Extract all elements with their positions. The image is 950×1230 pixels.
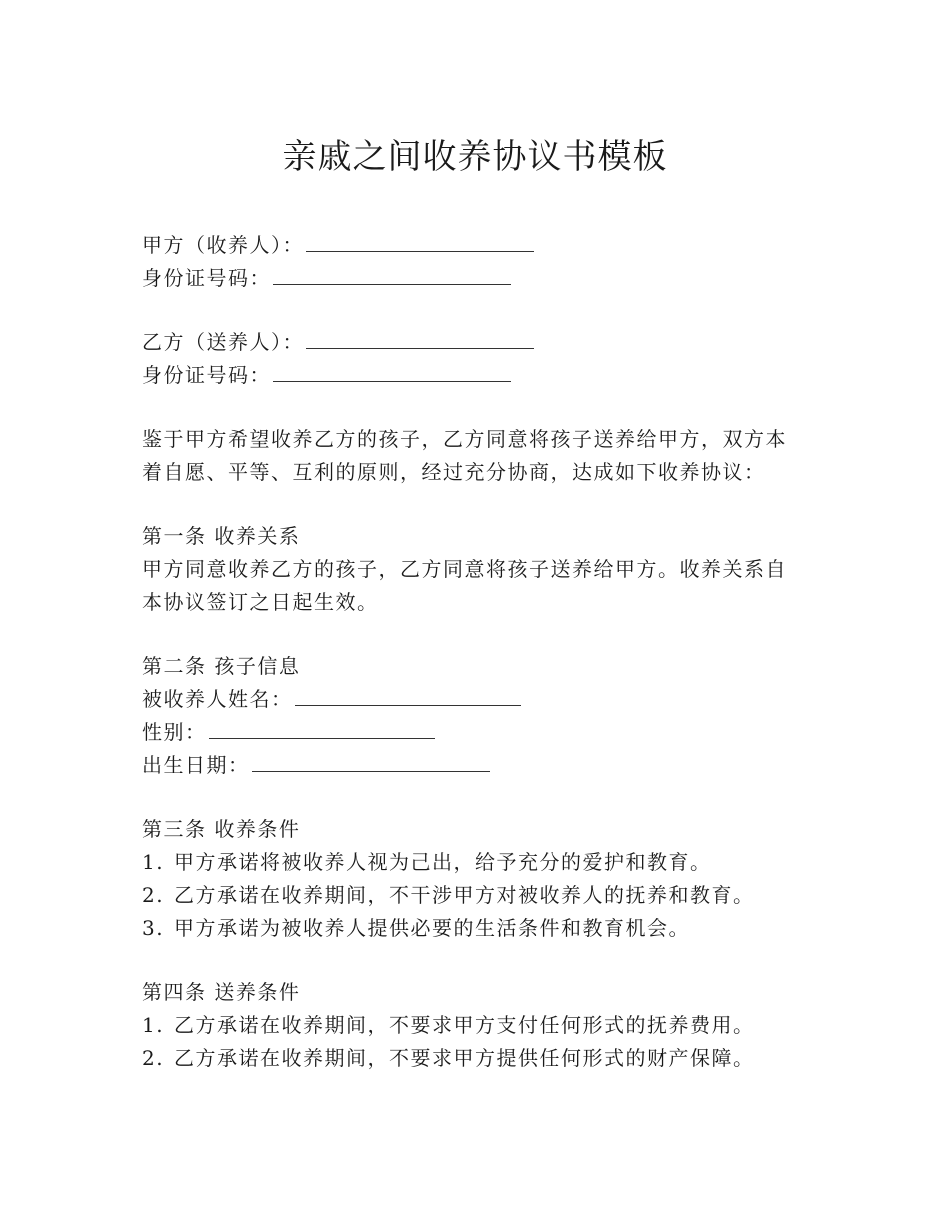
article-4-item	[142, 1042, 755, 1074]
item-number: 3.	[142, 916, 165, 940]
party-a-id-blank[interactable]	[273, 264, 511, 285]
party-a-name-blank[interactable]	[306, 231, 534, 252]
child-name-label: 被收养人姓名：	[142, 687, 293, 711]
article-3-item	[142, 846, 712, 878]
party-a-id-line	[142, 262, 511, 294]
article-1-heading: 第一条 收养关系	[142, 524, 301, 548]
item-text: 乙方承诺在收养期间，不干涉甲方对被收养人的抚养和教育。	[174, 883, 755, 907]
party-a-name-line	[142, 229, 534, 261]
party-a-name-label: 甲方（收养人）：	[142, 233, 304, 257]
item-number: 2.	[142, 1046, 165, 1070]
child-name-blank[interactable]	[295, 685, 521, 706]
birth-date-label: 出生日期：	[142, 753, 250, 777]
item-text: 乙方承诺在收养期间，不要求甲方支付任何形式的抚养费用。	[174, 1013, 755, 1037]
gender-line	[142, 716, 435, 748]
child-name-line	[142, 683, 521, 715]
party-b-id-line	[142, 359, 511, 391]
article-1-line-2: 本协议签订之日起生效。	[142, 590, 379, 614]
item-text: 乙方承诺在收养期间，不要求甲方提供任何形式的财产保障。	[174, 1046, 755, 1070]
item-text: 甲方承诺将被收养人视为己出，给予充分的爱护和教育。	[174, 850, 712, 874]
party-b-name-line	[142, 326, 534, 358]
article-3-heading: 第三条 收养条件	[142, 817, 301, 841]
preamble-line-1: 鉴于甲方希望收养乙方的孩子，乙方同意将孩子送养给甲方，双方本	[142, 427, 787, 451]
birth-date-blank[interactable]	[252, 751, 490, 772]
party-a-id-label: 身份证号码：	[142, 266, 271, 290]
article-1-line-1: 甲方同意收养乙方的孩子，乙方同意将孩子送养给甲方。收养关系自	[142, 557, 787, 581]
party-b-id-blank[interactable]	[273, 361, 511, 382]
item-number: 2.	[142, 883, 165, 907]
item-number: 1.	[142, 850, 165, 874]
party-b-name-label: 乙方（送养人）：	[142, 330, 304, 354]
article-4-item	[142, 1009, 755, 1041]
gender-label: 性别：	[142, 720, 207, 744]
party-b-id-label: 身份证号码：	[142, 363, 271, 387]
party-b-name-blank[interactable]	[306, 328, 534, 349]
item-number: 1.	[142, 1013, 165, 1037]
article-4-heading: 第四条 送养条件	[142, 980, 301, 1004]
gender-blank[interactable]	[209, 718, 435, 739]
article-3-item	[142, 879, 755, 911]
preamble-line-2: 着自愿、平等、互利的原则，经过充分协商，达成如下收养协议：	[142, 460, 766, 484]
birth-date-line	[142, 749, 490, 781]
document-title: 亲戚之间收养协议书模板	[282, 137, 668, 177]
article-3-item	[142, 912, 690, 944]
item-text: 甲方承诺为被收养人提供必要的生活条件和教育机会。	[174, 916, 690, 940]
article-2-heading: 第二条 孩子信息	[142, 654, 301, 678]
